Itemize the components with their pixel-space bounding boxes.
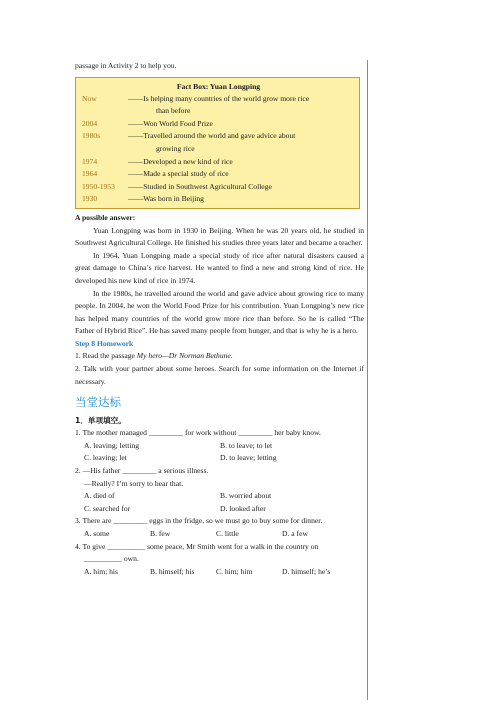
option-row [75, 490, 364, 503]
margin-rule [367, 60, 368, 700]
fact-text: ——Travelled around the world and gave advice about [128, 131, 296, 141]
option: A. leaving; letting [84, 440, 140, 450]
fact-row [82, 193, 355, 206]
fact-year: 1930 [82, 194, 98, 204]
homework-item-prefix: 1. Read the passage [75, 351, 137, 361]
fact-year: 1980s [82, 131, 101, 141]
question-stem: 2. —His father _________ a serious illness. [75, 466, 209, 476]
option: A. some [84, 529, 110, 538]
option: C. searched for [84, 503, 131, 513]
fact-text: ——Studied in Southwest Agricultural College [128, 181, 272, 191]
question-stem: 4. To give __________ some peace, Mr Smith went for a walk in the country on [75, 541, 319, 551]
fact-text: ——Was born in Beijing [128, 194, 204, 204]
question-stem-continued: __________ own. [84, 554, 139, 564]
option: D. a few [282, 529, 308, 538]
option: C. little [216, 529, 239, 538]
option: A. died of [84, 491, 115, 501]
fact-text: ——Won World Food Prize [128, 118, 213, 128]
option-row [75, 452, 364, 465]
homework-item-title: My hero—Dr Norman Bethune [136, 351, 231, 361]
fact-row [82, 130, 355, 143]
fact-row [82, 181, 355, 194]
question-stem: 1. The mother managed _________ for work without _________ her baby know. [75, 428, 321, 438]
fact-year: Now [82, 93, 97, 103]
fact-row [82, 156, 355, 169]
option: C. him; him [216, 566, 253, 576]
option: D. looked after [220, 503, 266, 513]
question [75, 541, 364, 579]
fact-year: 2004 [82, 118, 98, 128]
answer-paragraph: Yuan Longping was born in 1930 in Beijing. When he was 20 years old, he studied in Southwest Agricultural College. He finished his studies three years later and became a teacher. [75, 225, 364, 248]
answer-paragraph: In the 1980s, he travelled around the world and gave advice about growing rice to many people. In 2004, he won the World Food Prize for his contribution. Yuan Longping’s new rice has helped many countries of the world grow more rice than before. So he is called “The Father of Hybrid Rice”. He has saved many people from hunger, and that is why he is a hero. [75, 288, 364, 336]
answer-paragraph: In 1964, Yuan Longping made a special study of rice after natural disasters caused a great damage to China’s rice harvest. He wanted to find a new and strong kind of rice. He developed his new kind of rice in 1974. [75, 250, 364, 285]
exercise-heading: 1．单项填空。 [75, 416, 126, 426]
question-stem: 3. There are _________ eggs in the fridge, so we must go to buy some for dinner. [75, 516, 323, 526]
option: B. worried about [220, 491, 272, 501]
fact-text-continued: growing rice [156, 143, 195, 153]
homework-item: 2. Talk with your partner about some heroes. Search for some information on the Internet if necessary. [75, 364, 364, 386]
option: B. himself; his [150, 566, 195, 576]
option-row [75, 566, 364, 579]
option-row [75, 528, 364, 541]
fact-text: ——Developed a new kind of rice [128, 156, 233, 166]
option-row [75, 503, 364, 516]
fact-year: 1974 [82, 156, 98, 166]
fact-row [82, 118, 355, 131]
option: D. himself; he’s [282, 566, 331, 576]
answer-heading: A possible answer: [75, 212, 136, 222]
option: D. to leave; letting [220, 453, 277, 463]
option: B. to leave; to let [220, 440, 273, 450]
question [75, 515, 364, 540]
fact-box-title: Fact Box: Yuan Longping [176, 81, 261, 91]
step-heading: Step 8 Homework [75, 338, 134, 348]
fact-year: 1964 [82, 169, 98, 179]
fact-text: ——Is helping many countries of the world grow more rice [128, 93, 310, 103]
option: A. him; his [84, 566, 118, 576]
fact-text: ——Made a special study of rice [128, 169, 229, 179]
section-title: 当堂达标 [75, 395, 121, 410]
option: C. leaving; let [84, 453, 127, 463]
fact-text-continued: than before [156, 106, 191, 116]
option: B. few [150, 529, 171, 538]
homework-item [75, 350, 364, 363]
question [75, 465, 364, 515]
fact-row [82, 93, 355, 106]
option-row [75, 440, 364, 453]
fact-box [75, 77, 360, 209]
intro-line: passage in Activity 2 to help you. [75, 61, 177, 70]
fact-row [82, 168, 355, 181]
homework-item-suffix: . [230, 351, 233, 361]
question [75, 427, 364, 465]
document-page [75, 60, 364, 578]
question-stem-reply: —Really? I’m sorry to hear that. [84, 478, 184, 488]
fact-year: 1950-1953 [82, 181, 115, 191]
